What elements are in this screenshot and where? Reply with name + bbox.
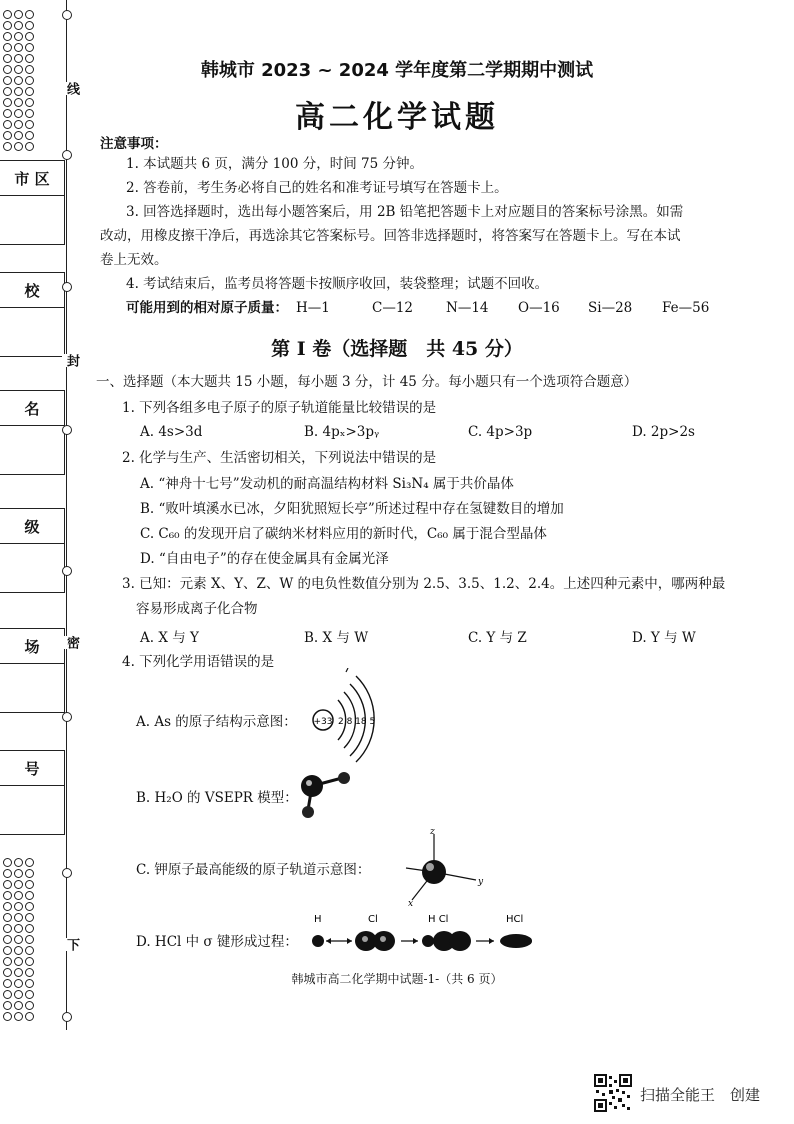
binding-ring xyxy=(62,282,72,292)
shell-electrons: 2 8 18 5 xyxy=(338,717,376,727)
dot-row xyxy=(2,15,40,26)
notice-item: 改动，用橡皮擦干净后，再选涂其它答案标号。回答非选择题时，将答案写在答题卡上。写在本试 xyxy=(100,228,681,244)
notice-item: 4. 考试结束后，监考员将答题卡按顺序收回，装袋整理；试题不回收。 xyxy=(126,276,549,292)
notice-item: 2. 答卷前，考生务必将自己的姓名和准考证号填写在答题卡上。 xyxy=(126,180,508,196)
question-4-stem: 4. 下列化学用语错误的是 xyxy=(122,654,275,670)
dot-row xyxy=(2,852,40,863)
question-3-option-d: D. Y 与 W xyxy=(632,630,696,646)
exam-title: 韩城市 2023 ~ 2024 学年度第二学期期中测试 xyxy=(200,60,594,81)
question-2-option-a: A. “神舟十七号”发动机的耐高温结构材料 Si₃N₄ 属于共价晶体 xyxy=(140,476,514,492)
question-4-option-a: A. As 的原子结构示意图： xyxy=(136,714,297,730)
dot-row xyxy=(2,940,40,951)
dot-row xyxy=(2,26,40,37)
section-title: 第 Ⅰ 卷（选择题 共 45 分） xyxy=(271,338,523,360)
binding-char-secret: 密 xyxy=(64,636,79,649)
notice-heading: 注意事项： xyxy=(100,136,168,152)
atom-structure-diagram xyxy=(308,668,398,764)
section-instruction: 一、选择题（本大题共 15 小题，每小题 3 分，计 45 分。每小题只有一个选项符合题意） xyxy=(96,374,638,390)
axis-z: z xyxy=(430,827,435,837)
qr-code-icon xyxy=(594,1074,632,1112)
dot-row xyxy=(2,951,40,962)
question-3-option-c: C. Y 与 Z xyxy=(468,630,527,646)
exam-room-label: 场 xyxy=(0,629,64,664)
binding-ring xyxy=(62,566,72,576)
question-3-stem: 3. 已知：元素 X、Y、Z、W 的电负性数值分别为 2.5、3.5、1.2、2.4。上述四种元素中，哪两种最 xyxy=(122,576,726,592)
question-4-option-c: C. 钾原子最高能级的原子轨道示意图： xyxy=(136,862,371,878)
axis-y: y xyxy=(478,877,484,887)
atomic-mass-n: N—14 xyxy=(446,300,489,316)
dot-row xyxy=(2,136,40,147)
margin-dots-bottom xyxy=(2,852,40,1017)
name-box xyxy=(0,390,65,475)
dot-row xyxy=(2,907,40,918)
dot-row xyxy=(2,874,40,885)
sigma-bond-diagram xyxy=(306,910,542,956)
city-district-box xyxy=(0,160,65,245)
notice-item: 3. 回答选择题时，选出每小题答案后，用 2B 铅笔把答题卡上对应题目的答案标号涂黑。如需 xyxy=(126,204,684,220)
dot-row xyxy=(2,896,40,907)
dot-row xyxy=(2,929,40,940)
page-footer: 韩城市高二化学期中试题-1-（共 6 页） xyxy=(291,972,503,986)
margin-dot xyxy=(14,142,23,151)
nucleus-charge: +33 xyxy=(313,717,333,727)
city-district-label: 市 区 xyxy=(0,161,64,196)
binding-ring xyxy=(62,10,72,20)
question-1-option-a: A. 4s>3d xyxy=(140,424,203,440)
margin-dot xyxy=(14,1012,23,1021)
binding-char-line: 线 xyxy=(64,82,79,95)
atomic-mass-h: H—1 xyxy=(296,300,330,316)
binding-char-down: 下 xyxy=(64,938,79,951)
class-label: 级 xyxy=(0,509,64,544)
school-label: 校 xyxy=(0,273,64,308)
label-cl: Cl xyxy=(368,914,378,925)
atomic-mass-fe: Fe—56 xyxy=(662,300,710,316)
question-2-option-b: B. “败叶填溪水已冰，夕阳犹照短长亭”所述过程中存在氢键数目的增加 xyxy=(140,501,564,517)
notice-item: 卷上无效。 xyxy=(100,252,168,268)
question-1-option-c: C. 4p>3p xyxy=(468,424,533,440)
question-2-option-c: C. C₆₀ 的发现开启了碳纳米材料应用的新时代，C₆₀ 属于混合型晶体 xyxy=(140,526,547,542)
question-2-stem: 2. 化学与生产、生活密切相关，下列说法中错误的是 xyxy=(122,450,437,466)
seat-number-label: 号 xyxy=(0,751,64,786)
seat-number-box xyxy=(0,750,65,835)
dot-row xyxy=(2,863,40,874)
class-box xyxy=(0,508,65,593)
dot-row xyxy=(2,4,40,15)
binding-ring xyxy=(62,1012,72,1022)
axis-x: x xyxy=(408,899,414,908)
atomic-mass-label: 可能用到的相对原子质量： xyxy=(126,300,288,316)
orbital-diagram xyxy=(400,826,490,908)
question-1-option-b: B. 4pₓ>3pᵧ xyxy=(304,424,380,440)
binding-ring xyxy=(62,425,72,435)
margin-dot xyxy=(25,142,34,151)
atomic-mass-c: C—12 xyxy=(372,300,414,316)
name-label: 名 xyxy=(0,391,64,426)
notice-item: 1. 本试题共 6 页，满分 100 分，时间 75 分钟。 xyxy=(126,156,423,172)
margin-dot xyxy=(3,142,12,151)
binding-ring xyxy=(62,712,72,722)
dot-row xyxy=(2,1006,40,1017)
question-2-option-d: D. “自由电子”的存在使金属具有金属光泽 xyxy=(140,551,389,567)
dot-row xyxy=(2,885,40,896)
subject-title: 高二化学试题 xyxy=(295,100,499,135)
binding-ring xyxy=(62,868,72,878)
label-h-cl: H Cl xyxy=(428,914,449,925)
binding-char-seal: 封 xyxy=(64,354,79,367)
dot-row xyxy=(2,81,40,92)
dot-row xyxy=(2,37,40,48)
label-hcl: HCl xyxy=(506,914,524,925)
atomic-mass-o: O—16 xyxy=(518,300,560,316)
question-3-stem-cont: 容易形成离子化合物 xyxy=(136,601,258,617)
question-3-option-b: B. X 与 W xyxy=(304,630,369,646)
question-4-option-d: D. HCl 中 σ 键形成过程： xyxy=(136,934,298,950)
question-3-option-a: A. X 与 Y xyxy=(140,630,199,646)
exam-room-box xyxy=(0,628,65,713)
margin-dot xyxy=(25,1012,34,1021)
question-1-stem: 1. 下列各组多电子原子的原子轨道能量比较错误的是 xyxy=(122,400,437,416)
question-4-option-b: B. H₂O 的 VSEPR 模型： xyxy=(136,790,298,806)
label-h: H xyxy=(314,914,322,925)
vsepr-model xyxy=(296,766,360,822)
binding-ring xyxy=(62,150,72,160)
dot-row xyxy=(2,995,40,1006)
margin-dot xyxy=(3,1012,12,1021)
scanner-watermark: 扫描全能王 创建 xyxy=(640,1086,761,1104)
question-1-option-d: D. 2p>2s xyxy=(632,424,695,440)
dot-row xyxy=(2,918,40,929)
atomic-mass-si: Si—28 xyxy=(588,300,633,316)
